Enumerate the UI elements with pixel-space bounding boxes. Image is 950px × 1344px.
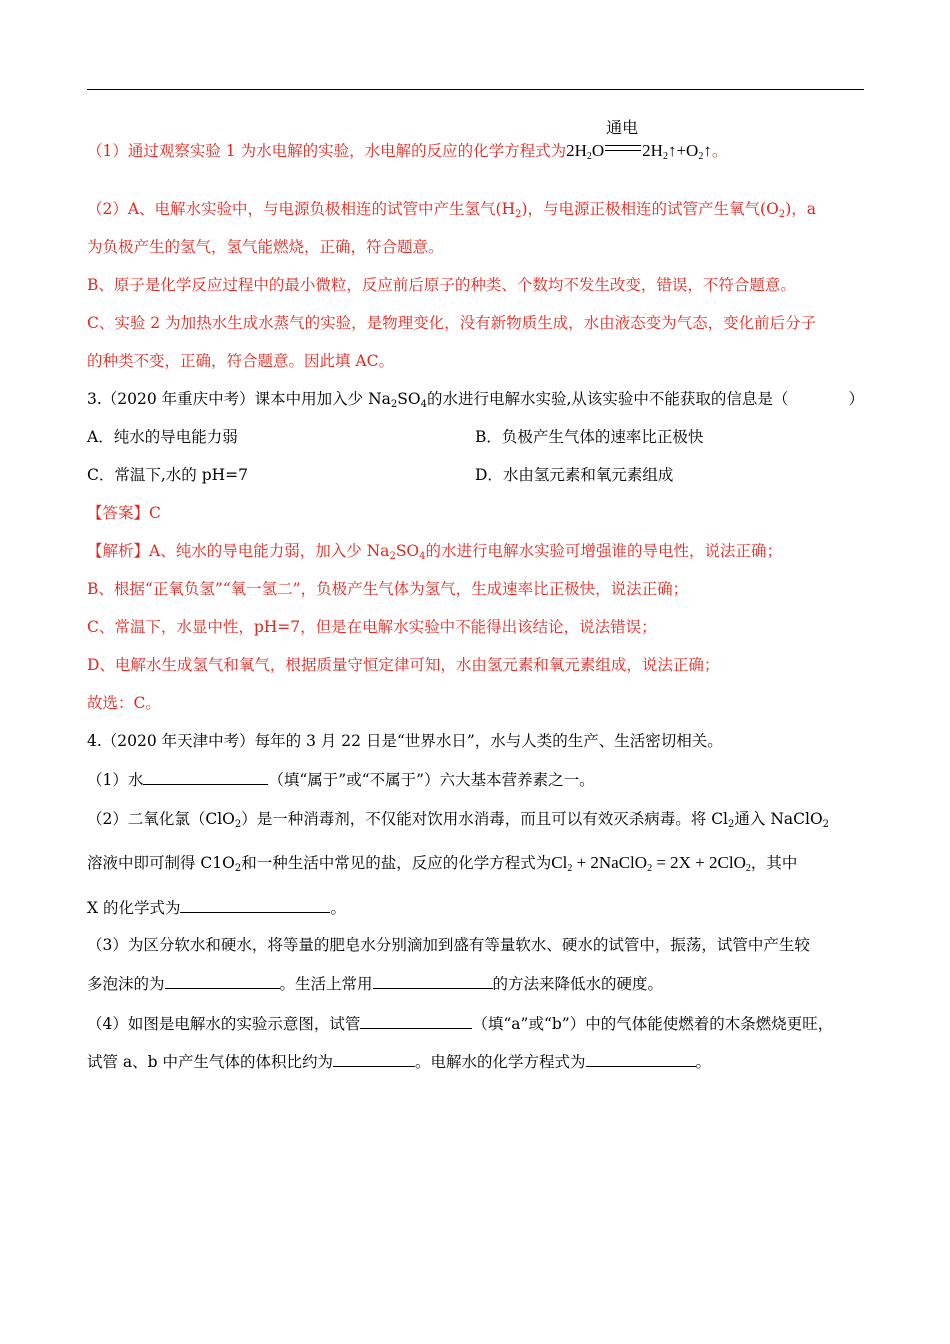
option-b: B．负极产生气体的速率比正极快 [475, 428, 704, 446]
p1-line: （1）通过观察实验 1 为水电解的实验，水电解的反应的化学方程式为$2H_2O$ 通电 $2H_2↑+O_2↑$。 [87, 120, 728, 162]
p2-line-1: （2）A、电解水实验中，与电源负极相连的试管中产生氢气$(H_2)$，与电源正极相连的试管产生氧气$(O_2)$，a [87, 200, 816, 220]
q4-stem: 4.（2020 年天津中考）每年的 3 月 22 日是“世界水日”，水与人类的生产、生活密切相关。 [87, 732, 723, 750]
option-d: D．水由氢元素和氧元素组成 [475, 466, 674, 484]
answer-blank-6[interactable] [333, 1050, 415, 1067]
p2-line-3: B、原子是化学反应过程中的最小微粒，反应前后原子的种类、个数均不发生改变，错误，不符合题意。 [87, 276, 796, 294]
q4-sub4-line-2: 试管 a、b 中产生气体的体积比约为 。电解水的化学方程式为 。 [87, 1050, 864, 1073]
q3-answer: 【答案】C [87, 504, 161, 522]
header-rule [87, 89, 864, 90]
p2-line-2: 为负极产生的氢气，氢气能燃烧，正确，符合题意。 [87, 238, 444, 256]
q4-sub4-line-1: （4）如图是电解水的实验示意图，试管 （填“a”或“b”）中的气体能使燃着的木条燃烧更旺， [87, 1012, 864, 1035]
q4-sub1: （1）水 （填“属于”或“不属于”）六大基本营养素之一。 [87, 768, 864, 791]
electrolysis-condition: 通电 [604, 140, 642, 162]
answer-blank-5[interactable] [360, 1012, 472, 1029]
answer-blank-3[interactable] [165, 972, 280, 989]
p1-equation: $2H_2O$ 通电 $2H_2↑+O_2↑$ [566, 120, 712, 162]
q3-explanation-5: 故选：C。 [87, 694, 161, 712]
q4-sub2-line-1: （2）二氧化氯（ClO$_2$）是一种消毒剂，不仅能对饮用水消毒，而且可以有效灭杀病毒。将 $Cl_2$通入 NaClO$_2$ [87, 810, 830, 830]
q3-explanation-3: C、常温下，水显中性，pH=7，但是在电解水实验中不能得出该结论，说法错误； [87, 618, 657, 636]
q3-explanation-4: D、电解水生成氢气和氧气，根据质量守恒定律可知，水由氢元素和氧元素组成，说法正确； [87, 656, 720, 674]
chlorine-dioxide-equation: $Cl_2$ + 2NaClO$_2$ = 2X + 2ClO$_2$ [551, 853, 751, 874]
answer-blank-2[interactable] [180, 896, 330, 913]
q3-options-row-2 [87, 464, 864, 486]
q4-sub2-line-2: 溶液中即可制得 $C1O_2$和一种生活中常见的盐，反应的化学方程式为$Cl_2$ + 2NaClO$_2$ = 2X + 2ClO$_2$，其中 [87, 853, 798, 874]
q4-sub2-line-3: X 的化学式为 。 [87, 896, 864, 919]
q4-sub3-line-2: 多泡沫的为 。生活上常用 的方法来降低水的硬度。 [87, 972, 864, 995]
q3-explanation-2: B、根据“正氧负氢”“氧一氢二”，负极产生气体为氢气，生成速率比正极快，说法正确； [87, 580, 689, 598]
option-c: C．常温下,水的 pH=7 [87, 466, 249, 484]
p1-text: （1）通过观察实验 1 为水电解的实验，水电解的反应的化学方程式为 [87, 142, 567, 160]
p2-line-4: C、实验 2 为加热水生成水蒸气的实验，是物理变化，没有新物质生成，水由液态变为气态，变化前后分子 [87, 314, 817, 332]
option-a: A．纯水的导电能力弱 [87, 428, 238, 446]
q3-stem: 3.（2020 年重庆中考）课本中用加入少 $Na_2SO_4$的水进行电解水实验,从该实验中不能获取的信息是（ ） [87, 390, 864, 410]
answer-blank-1[interactable] [143, 768, 268, 785]
q3-explanation-1: 【解析】A、纯水的导电能力弱，加入少 $Na_2SO_4$的水进行电解水实验可增强谁的导电性，说法正确； [87, 542, 783, 562]
answer-blank-7[interactable] [586, 1050, 696, 1067]
answer-blank-4[interactable] [373, 972, 493, 989]
q3-options-row-1 [87, 426, 864, 448]
q4-sub3-line-1: （3）为区分软水和硬水，将等量的肥皂水分别滴加到盛有等量软水、硬水的试管中，振荡，试管中产生较 [87, 936, 810, 954]
p2-line-5: 的种类不变，正确，符合题意。因此填 AC。 [87, 352, 394, 370]
